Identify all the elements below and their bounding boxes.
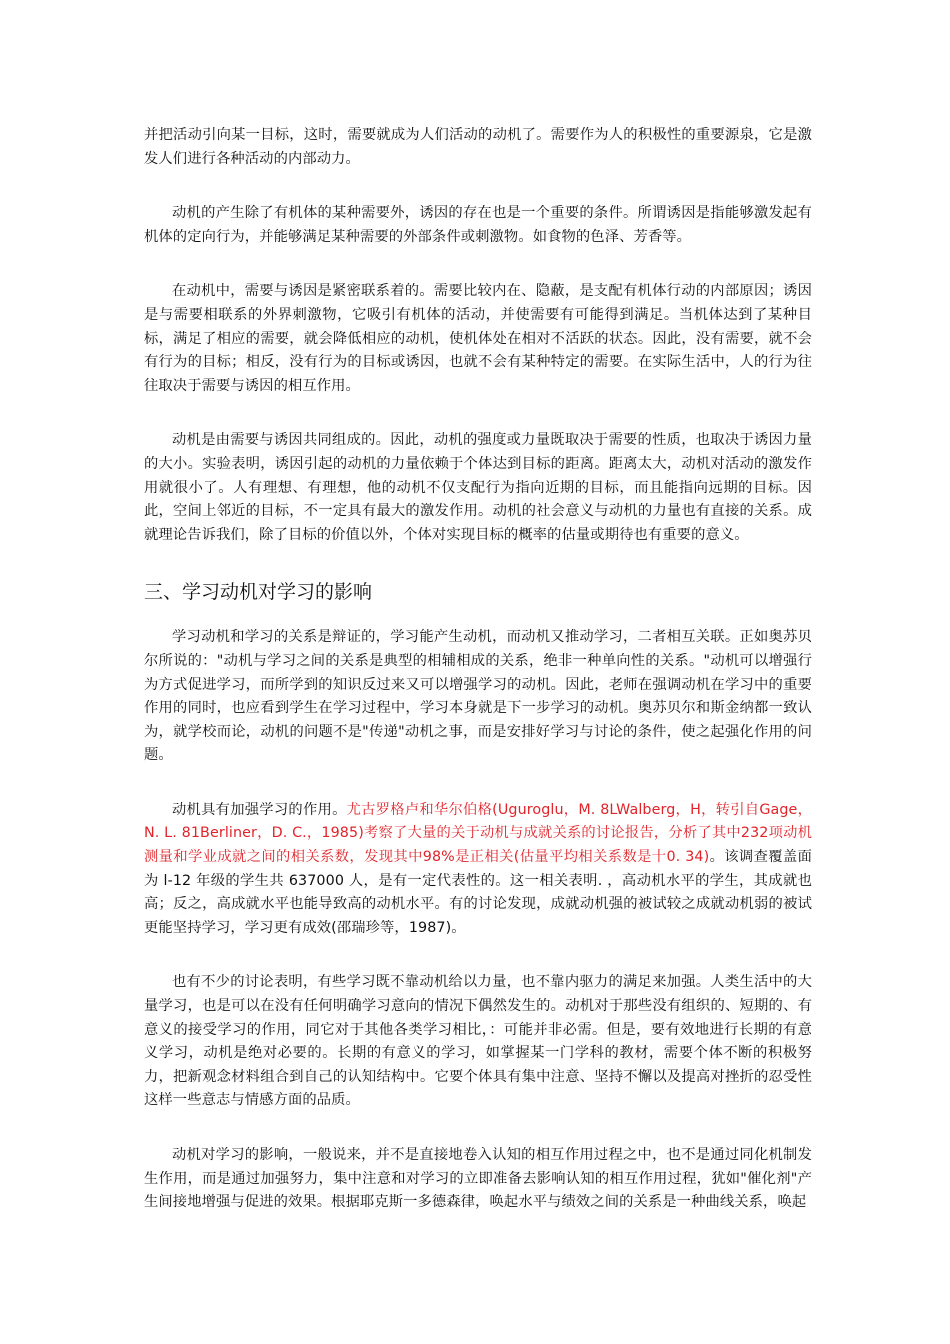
paragraph-need-motivation: 并把活动引向某一目标，这时，需要就成为人们活动的动机了。需要作为人的积极性的重要源泉，它是激发人们进行各种活动的内部动力。 [144,127,812,167]
paragraph-strengthening-learning [144,799,812,941]
paragraph-catalyst-effect: 动机对学习的影响，一般说来，并不是直接地卷入认知的相互作用过程之中，也不是通过同化机制发生作用，而是通过加强努力，集中注意和对学习的立即准备去影响认知的相互作用过程，犹如"催化剂"产生间接地增强与促进的效果。根据耶克斯一多德森律，唤起水平与绩效之间的关系是一种曲线关系，唤起 [144,1147,812,1211]
paragraph-motivation-and-learning: 学习动机和学习的关系是辩证的，学习能产生动机，而动机又推动学习，二者相互关联。正如奥苏贝尔所说的："动机与学习之间的关系是典型的相辅相成的关系，绝非一种单向性的关系。"动机可以增强行为方式促进学习，而所学到的知识反过来又可以增强学习的动机。因此，老师在强调动机在学习中的重要作用的同时，也应看到学生在学习过程中，学习本身就是下一步学习的动机。奥苏贝尔和斯金纳都一致认为，就学校而论，动机的问题不是"传递"动机之事，而是安排好学习与讨论的条件，使之起强化作用的问题。 [144,629,812,764]
paragraph-incentive: 动机的产生除了有机体的某种需要外，诱因的存在也是一个重要的条件。所谓诱因是指能够激发起有机体的定向行为，并能够满足某种需要的外部条件或刺激物。如食物的色泽、芳香等。 [144,205,812,245]
paragraph-need-and-incentive: 在动机中，需要与诱因是紧密联系着的。需要比较内在、隐蔽，是支配有机体行动的内部原因；诱因是与需要相联系的外界刺激物，它吸引有机体的活动，并使需要有可能得到满足。当机体达到了某种目标，满足了相应的需要，就会降低相应的动机，使机体处在相对不活跃的状态。因此，没有需要，就不会有行为的目标；相反，没有行为的目标或诱因，也就不会有某种特定的需要。在实际生活中，人的行为往往取决于需要与诱因的相互作用。 [144,283,812,394]
highlighted-citation: 尤古罗格卢和华尔伯格(Uguroglu，M. 8LWalberg，H，转引自Gage，N. L. 81Berliner，D. C.，1985)考察了大量的关于动机与成就关系的讨论报告，分析了其中232项动机测量和学业成就之间的相关系数，发现其中98%是正相关(估量平均相关系数是十0. 34) [144,801,812,866]
paragraph-text: 。该调查覆盖面为 l-12 年级的学生共 637000 人，是有一定代表性的。这一相关表明. ，高动机水平的学生，其成就也高；反之，高成就水平也能导致高的动机水平。有的讨论发现，成就动机强的被试较之成就动机弱的被试更能坚持学习，学习更有成效(邵瑞珍等，1987)。 [144,849,812,936]
document-body [144,124,812,1246]
section-heading: 三、学习动机对学习的影响 [144,581,373,604]
paragraph-text: 动机具有加强学习的作用。 [172,801,347,818]
paragraph-motivation-strength: 动机是由需要与诱因共同组成的。因此，动机的强度或力量既取决于需要的性质，也取决于诱因力量的大小。实验表明，诱因引起的动机的力量依赖于个体达到目标的距离。距离太大，动机对活动的激发作用就很小了。人有理想、有理想，他的动机不仅支配行为指向近期的目标，而且能指向远期的目标。因此，空间上邻近的目标，不一定具有最大的激发作用。动机的社会意义与动机的力量也有直接的关系。成就理论告诉我们，除了目标的价值以外，个体对实现目标的概率的估量或期待也有重要的意义。 [144,432,812,543]
paragraph-incidental-learning: 也有不少的讨论表明，有些学习既不靠动机给以力量，也不靠内驱力的满足来加强。人类生活中的大量学习，也是可以在没有任何明确学习意向的情况下偶然发生的。动机对于那些没有组织的、短期的、有意义的接受学习的作用，同它对于其他各类学习相比，：可能并非必需。但是，要有效地进行长期的有意义学习，动机是绝对必要的。长期的有意义的学习，如掌握某一门学科的教材，需要个体不断的积极努力，把新观念材料组合到自己的认知结构中。它要个体具有集中注意、坚持不懈以及提高对挫折的忍受性这样一些意志与情感方面的品质。 [144,974,812,1109]
